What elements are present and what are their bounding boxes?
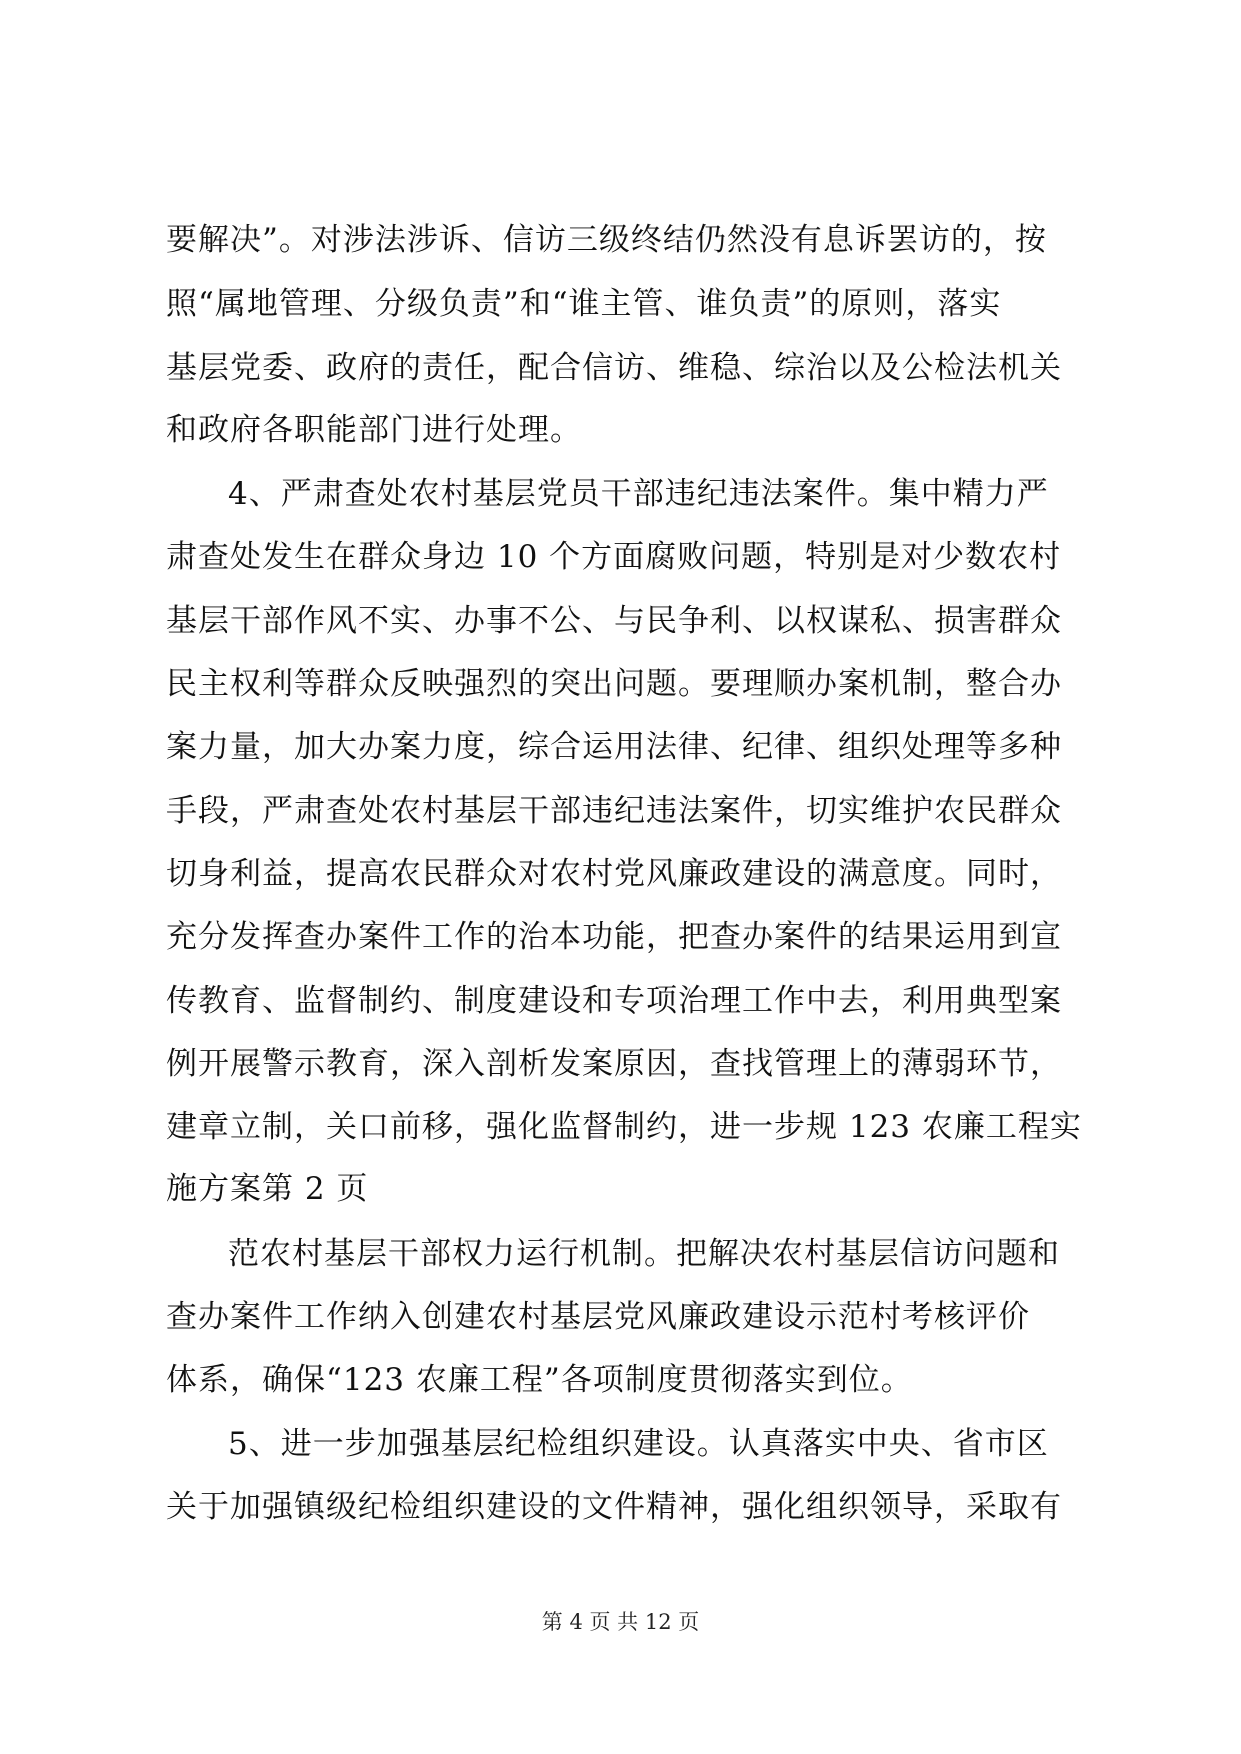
text-line: 肃查处发生在群众身边 10 个方面腐败问题，特别是对少数农村 bbox=[166, 539, 1062, 575]
text-line: 要解决”。对涉法涉诉、信访三级终结仍然没有息诉罢访的，按 bbox=[166, 222, 1047, 258]
text-line: 关于加强镇级纪检组织建设的文件精神，强化组织领导，采取有 bbox=[166, 1489, 1062, 1525]
page-number-footer: 第 4 页 共 12 页 bbox=[541, 1610, 700, 1634]
text-line: 切身利益，提高农民群众对农村党风廉政建设的满意度。同时， bbox=[166, 856, 1062, 892]
text-line: 民主权利等群众反映强烈的突出问题。要理顺办案机制，整合办 bbox=[166, 666, 1062, 702]
text-line: 体系，确保“123 农廉工程”各项制度贯彻落实到位。 bbox=[166, 1362, 913, 1398]
paragraph-start-line: 4、严肃查处农村基层党员干部违纪违法案件。集中精力严 bbox=[228, 476, 1049, 512]
text-line: 案力量，加大办案力度，综合运用法律、纪律、组织处理等多种 bbox=[166, 729, 1062, 765]
paragraph-start-line: 5、进一步加强基层纪检组织建设。认真落实中央、省市区 bbox=[228, 1426, 1049, 1462]
text-line: 基层干部作风不实、办事不公、与民争利、以权谋私、损害群众 bbox=[166, 603, 1062, 639]
text-line: 例开展警示教育，深入剖析发案原因，查找管理上的薄弱环节， bbox=[166, 1046, 1062, 1082]
text-line: 充分发挥查办案件工作的治本功能，把查办案件的结果运用到宣 bbox=[166, 919, 1062, 955]
text-line: 传教育、监督制约、制度建设和专项治理工作中去，利用典型案 bbox=[166, 983, 1062, 1019]
text-line: 和政府各职能部门进行处理。 bbox=[166, 412, 582, 448]
text-line: 照“属地管理、分级负责”和“谁主管、谁负责”的原则，落实 bbox=[166, 286, 1002, 322]
text-line: 手段，严肃查处农村基层干部违纪违法案件，切实维护农民群众 bbox=[166, 793, 1062, 829]
paragraph-start-line: 范农村基层干部权力运行机制。把解决农村基层信访问题和 bbox=[228, 1236, 1060, 1272]
text-line: 查办案件工作纳入创建农村基层党风廉政建设示范村考核评价 bbox=[166, 1299, 1030, 1335]
text-line: 基层党委、政府的责任，配合信访、维稳、综治以及公检法机关 bbox=[166, 350, 1062, 386]
text-line: 建章立制，关口前移，强化监督制约，进一步规 123 农廉工程实 bbox=[166, 1109, 1082, 1145]
text-line: 施方案第 2 页 bbox=[166, 1171, 369, 1207]
